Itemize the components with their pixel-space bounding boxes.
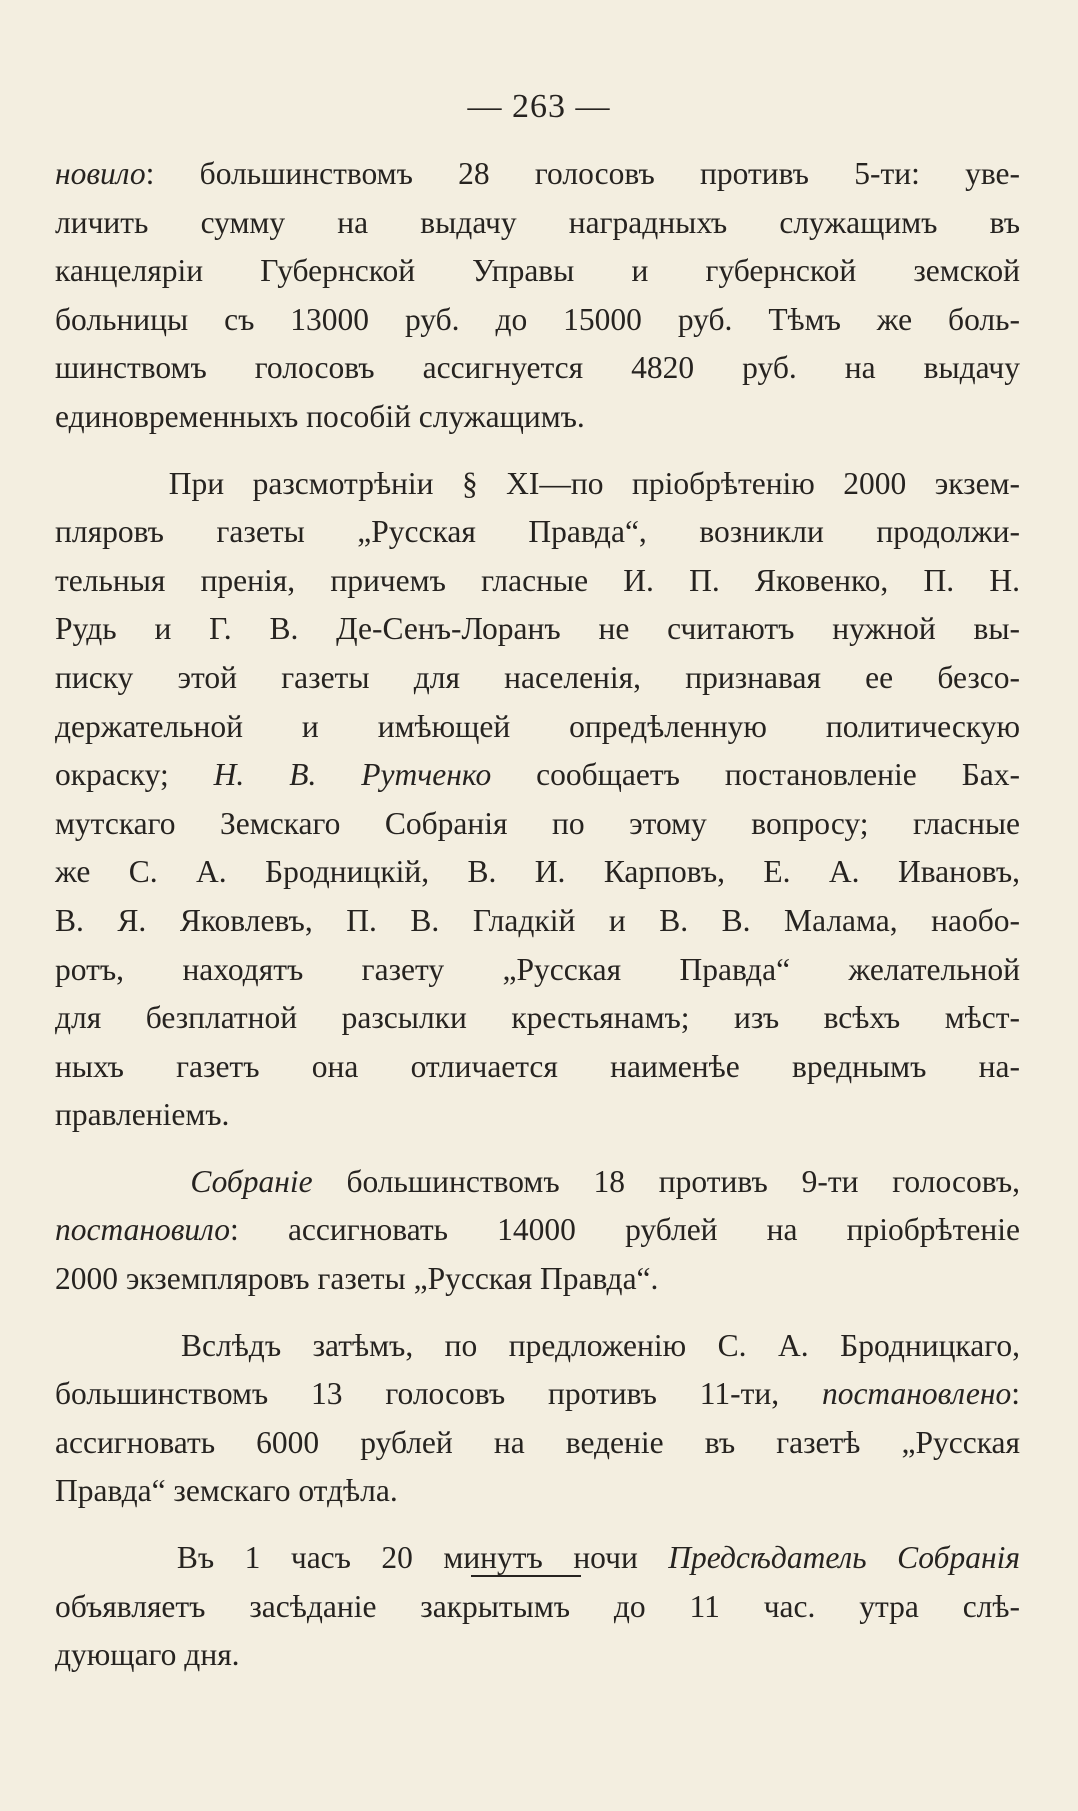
text-run: писку этой газеты для населенія, признавая ее безсо- bbox=[55, 659, 1020, 695]
text-run: : большинствомъ 28 голосовъ противъ 5-ти: уве- bbox=[145, 156, 1020, 191]
text-run: большинствомъ 18 противъ 9-ти голосовъ, bbox=[312, 1163, 1020, 1199]
text-run: окраску; bbox=[55, 757, 214, 793]
text-line bbox=[55, 1255, 1020, 1304]
text-line bbox=[55, 1091, 1020, 1140]
text-line bbox=[55, 800, 1020, 849]
text-line bbox=[55, 557, 1020, 606]
text-run: Вслѣдъ затѣмъ, по предложенію С. А. Бродницкаго, bbox=[55, 1327, 1020, 1363]
paragraph-gap bbox=[55, 442, 1020, 460]
text-run: Рудь и Г. В. Де-Сенъ-Лоранъ не считаютъ нужной вы- bbox=[55, 611, 1020, 647]
text-run bbox=[55, 1164, 190, 1199]
text-run: пляровъ газеты „Русская Правда“, возникли продолжи- bbox=[55, 514, 1020, 550]
text-run: ассигновать 6000 рублей на веденіе въ газетѣ „Русская bbox=[55, 1424, 1020, 1460]
text-run: единовременныхъ пособій служащимъ. bbox=[55, 398, 585, 434]
closing-rule bbox=[471, 1575, 581, 1577]
text-run: же С. А. Бродницкій, В. И. Карповъ, Е. А. Ивановъ, bbox=[55, 854, 1020, 890]
paragraph bbox=[55, 1534, 1020, 1680]
text-line bbox=[55, 605, 1020, 654]
text-line bbox=[55, 1206, 1020, 1255]
text-line bbox=[55, 897, 1020, 946]
text-line bbox=[55, 654, 1020, 703]
text-run: большинствомъ 13 голосовъ противъ 11-ти, bbox=[55, 1376, 822, 1412]
text-line bbox=[55, 1322, 1020, 1371]
text-line bbox=[55, 296, 1020, 345]
text-run: личить сумму на выдачу наградныхъ служащимъ въ bbox=[55, 204, 1020, 240]
text-line bbox=[55, 199, 1020, 248]
paragraph bbox=[55, 460, 1020, 1140]
paragraph-gap bbox=[55, 1140, 1020, 1158]
paragraph-gap bbox=[55, 1304, 1020, 1322]
text-line bbox=[55, 1419, 1020, 1468]
text-line bbox=[55, 1370, 1020, 1419]
text-line bbox=[55, 344, 1020, 393]
italic-run: Предсѣдатель Собранія bbox=[668, 1540, 1020, 1576]
text-line bbox=[55, 1158, 1020, 1207]
text-line bbox=[55, 946, 1020, 995]
paragraph bbox=[55, 1322, 1020, 1516]
text-line bbox=[55, 508, 1020, 557]
text-run: В. Я. Яковлевъ, П. В. Гладкій и В. В. Малама, наобо- bbox=[55, 902, 1020, 938]
paragraph bbox=[55, 150, 1020, 442]
italic-run: Н. В. Рутченко bbox=[213, 757, 492, 793]
text-run: ныхъ газетъ она отличается наименѣе вреднымъ на- bbox=[55, 1048, 1020, 1084]
text-run: держательной и имѣющей опредѣленную политическую bbox=[55, 708, 1020, 744]
text-run: дующаго дня. bbox=[55, 1637, 240, 1673]
text-line bbox=[55, 751, 1020, 800]
paragraph bbox=[55, 1158, 1020, 1304]
text-run: канцеляріи Губернской Управы и губернской земской bbox=[55, 253, 1020, 289]
italic-run: Собраніе bbox=[190, 1163, 313, 1199]
text-run: Правда“ земскаго отдѣла. bbox=[55, 1473, 398, 1509]
text-run: шинствомъ голосовъ ассигнуется 4820 руб. на выдачу bbox=[55, 350, 1020, 386]
text-run: ротъ, находятъ газету „Русская Правда“ желательной bbox=[55, 951, 1020, 987]
text-line bbox=[55, 460, 1020, 509]
text-run: больницы съ 13000 руб. до 15000 руб. Тѣмъ же боль- bbox=[55, 301, 1020, 337]
italic-run: постановлено bbox=[821, 1376, 1012, 1412]
text-line bbox=[55, 150, 1020, 199]
italic-run: новило bbox=[55, 156, 146, 191]
text-run: тельныя пренія, причемъ гласные И. П. Яковенко, П. Н. bbox=[55, 562, 1020, 598]
text-run: для безплатной разсылки крестьянамъ; изъ всѣхъ мѣст- bbox=[55, 1000, 1020, 1036]
text-run: При разсмотрѣніи § XI—по пріобрѣтенію 2000 экзем- bbox=[55, 465, 1020, 501]
text-run: сообщаетъ постановленіе Бах- bbox=[491, 757, 1020, 793]
text-line bbox=[55, 247, 1020, 296]
body-text bbox=[55, 150, 1020, 1680]
text-run: мутскаго Земскаго Собранія по этому вопросу; гласные bbox=[55, 805, 1020, 841]
page-number: — 263 — bbox=[467, 88, 611, 125]
text-line bbox=[55, 1583, 1020, 1632]
text-line bbox=[55, 848, 1020, 897]
text-line bbox=[55, 1467, 1020, 1516]
text-run: Въ 1 часъ 20 минутъ ночи bbox=[55, 1540, 669, 1576]
text-line bbox=[55, 703, 1020, 752]
italic-run: постановило bbox=[55, 1212, 231, 1248]
text-line bbox=[55, 994, 1020, 1043]
text-line bbox=[55, 1043, 1020, 1092]
text-run: : bbox=[1011, 1376, 1020, 1412]
text-run: 2000 экземпляровъ газеты „Русская Правда“. bbox=[55, 1261, 659, 1297]
text-run: правленіемъ. bbox=[55, 1097, 230, 1133]
text-run: объявляетъ засѣданіе закрытымъ до 11 час. утра слѣ- bbox=[55, 1588, 1020, 1624]
paragraph-gap bbox=[55, 1516, 1020, 1534]
text-run: : ассигновать 14000 рублей на пріобрѣтеніе bbox=[230, 1212, 1020, 1248]
text-line bbox=[55, 393, 1020, 442]
text-line bbox=[55, 1631, 1020, 1680]
